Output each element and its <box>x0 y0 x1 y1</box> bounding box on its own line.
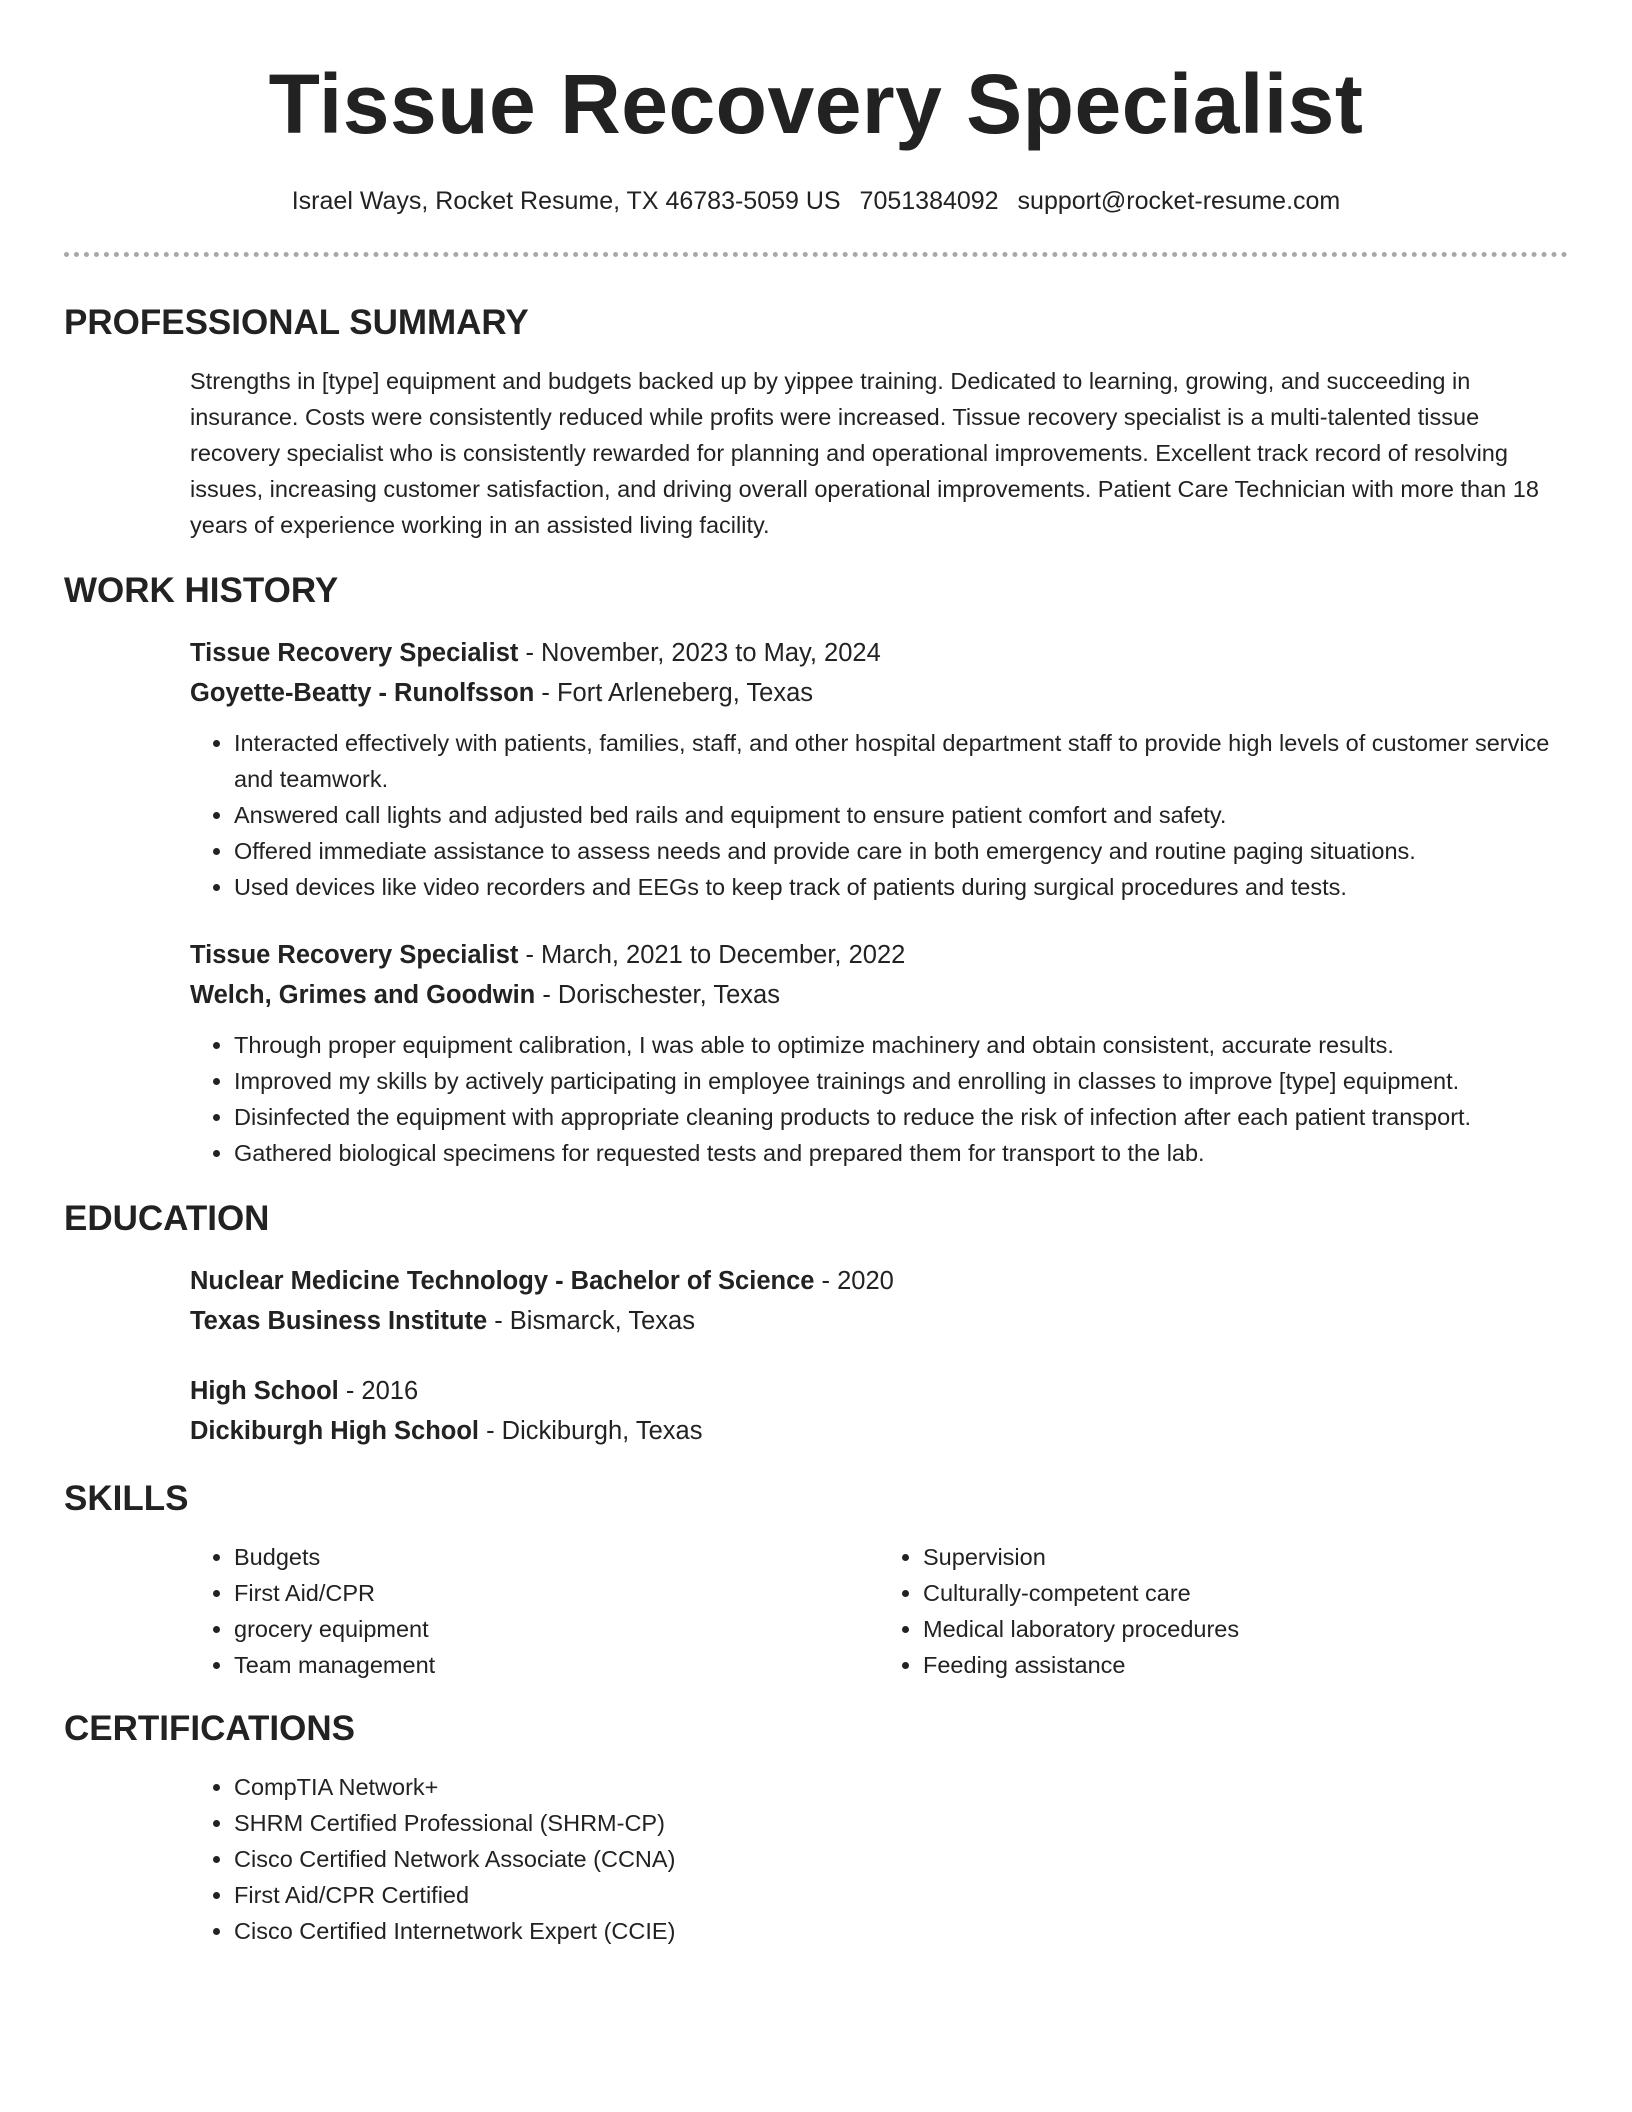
work-heading: WORK HISTORY <box>64 571 339 610</box>
contact-line <box>64 184 1568 218</box>
job-dates: - November, 2023 to May, 2024 <box>518 639 881 667</box>
job-bullet: • Improved my skills by actively participating in employee trainings and enrolling in classes to improve [type] equipment. <box>234 1063 1568 1099</box>
school: Texas Business Institute <box>190 1307 488 1335</box>
degree: High School <box>190 1377 339 1405</box>
certification-item: • First Aid/CPR Certified <box>234 1877 1568 1913</box>
job-title: Tissue Recovery Specialist <box>190 941 519 969</box>
certifications-heading: CERTIFICATIONS <box>64 1709 356 1748</box>
skill-item: • First Aid/CPR <box>234 1575 879 1611</box>
skill-item: • Culturally-competent care <box>923 1575 1568 1611</box>
header-divider <box>64 252 1568 257</box>
job-entry <box>190 633 1568 905</box>
skills-section <box>64 1477 1568 1683</box>
job-bullet: • Through proper equipment calibration, I was able to optimize machinery and obtain consistent, accurate results. <box>234 1027 1568 1063</box>
job-bullet: • Used devices like video recorders and EEGs to keep track of patients during surgical procedures and tests. <box>234 869 1568 905</box>
job-company-line <box>190 975 1568 1015</box>
job-bullets <box>190 725 1568 905</box>
school: Dickiburgh High School <box>190 1417 480 1445</box>
job-bullet: • Offered immediate assistance to assess needs and provide care in both emergency and routine paging situations. <box>234 833 1568 869</box>
degree-year: - 2016 <box>338 1377 419 1405</box>
job-bullet: • Interacted effectively with patients, families, staff, and other hospital department staff to provide high levels of customer service and teamwork. <box>234 725 1568 797</box>
school-location: - Dickiburgh, Texas <box>479 1417 703 1445</box>
summary-section <box>64 301 1568 543</box>
resume-title: Tissue Recovery Specialist <box>268 57 1364 151</box>
skill-item: • Team management <box>234 1647 879 1683</box>
job-bullet: • Disinfected the equipment with appropriate cleaning products to reduce the risk of infection after each patient transport. <box>234 1099 1568 1135</box>
job-dates: - March, 2021 to December, 2022 <box>518 941 906 969</box>
summary-text: Strengths in [type] equipment and budgets backed up by yippee training. Dedicated to learning, growing, and succeeding in insurance. Costs were consistently reduced while profits were increased. Tissue recovery specialist is a multi-talented tissue recovery specialist who is consistently rewarded for planning and operational improvements. Excellent track record of resolving issues, increasing customer satisfaction, and driving overall operational improvements. Patient Care Technician with more than 18 years of experience working in an assisted living facility. <box>190 368 1539 538</box>
job-company: Welch, Grimes and Goodwin <box>190 981 536 1009</box>
education-section <box>64 1197 1568 1451</box>
job-bullets <box>190 1027 1568 1171</box>
school-line <box>190 1411 1568 1451</box>
skills-body <box>190 1539 1568 1683</box>
degree: Nuclear Medicine Technology - Bachelor of Science <box>190 1267 815 1295</box>
job-bullet: • Gathered biological specimens for requested tests and prepared them for transport to the lab. <box>234 1135 1568 1171</box>
job-title: Tissue Recovery Specialist <box>190 639 519 667</box>
education-entry <box>190 1261 1568 1341</box>
job-entry <box>190 935 1568 1171</box>
certifications-list <box>190 1769 1568 1949</box>
skill-item: • Feeding assistance <box>923 1647 1568 1683</box>
certifications-body <box>190 1769 1568 1949</box>
skill-item: • Medical laboratory procedures <box>923 1611 1568 1647</box>
skill-item: • Supervision <box>923 1539 1568 1575</box>
job-company-line <box>190 673 1568 713</box>
certification-item: • Cisco Certified Internetwork Expert (CCIE) <box>234 1913 1568 1949</box>
certification-item: • CompTIA Network+ <box>234 1769 1568 1805</box>
work-section <box>64 569 1568 1171</box>
education-body <box>190 1261 1568 1451</box>
job-location: - Dorischester, Texas <box>535 981 780 1009</box>
job-bullet: • Answered call lights and adjusted bed rails and equipment to ensure patient comfort and safety. <box>234 797 1568 833</box>
school-location: - Bismarck, Texas <box>487 1307 695 1335</box>
certifications-section <box>64 1707 1568 1949</box>
certification-item: • Cisco Certified Network Associate (CCNA) <box>234 1841 1568 1877</box>
job-company: Goyette-Beatty - Runolfsson <box>190 679 535 707</box>
skills-right-list <box>879 1539 1568 1683</box>
education-heading: EDUCATION <box>64 1199 270 1238</box>
skills-heading: SKILLS <box>64 1479 189 1518</box>
skill-item: • Budgets <box>234 1539 879 1575</box>
degree-line <box>190 1261 1568 1301</box>
contact-address: Israel Ways, Rocket Resume, TX 46783-5059 US <box>291 187 841 215</box>
skills-left-list <box>190 1539 879 1683</box>
summary-heading: PROFESSIONAL SUMMARY <box>64 303 529 342</box>
certification-item: • SHRM Certified Professional (SHRM-CP) <box>234 1805 1568 1841</box>
summary-body <box>190 363 1568 543</box>
job-location: - Fort Arleneberg, Texas <box>534 679 814 707</box>
skill-item: • grocery equipment <box>234 1611 879 1647</box>
job-title-line <box>190 633 1568 673</box>
degree-line <box>190 1371 1568 1411</box>
contact-email: support@rocket-resume.com <box>1017 187 1341 215</box>
job-title-line <box>190 935 1568 975</box>
education-entry <box>190 1371 1568 1451</box>
work-body <box>190 633 1568 1171</box>
school-line <box>190 1301 1568 1341</box>
degree-year: - 2020 <box>814 1267 894 1295</box>
contact-phone: 7051384092 <box>859 187 999 215</box>
